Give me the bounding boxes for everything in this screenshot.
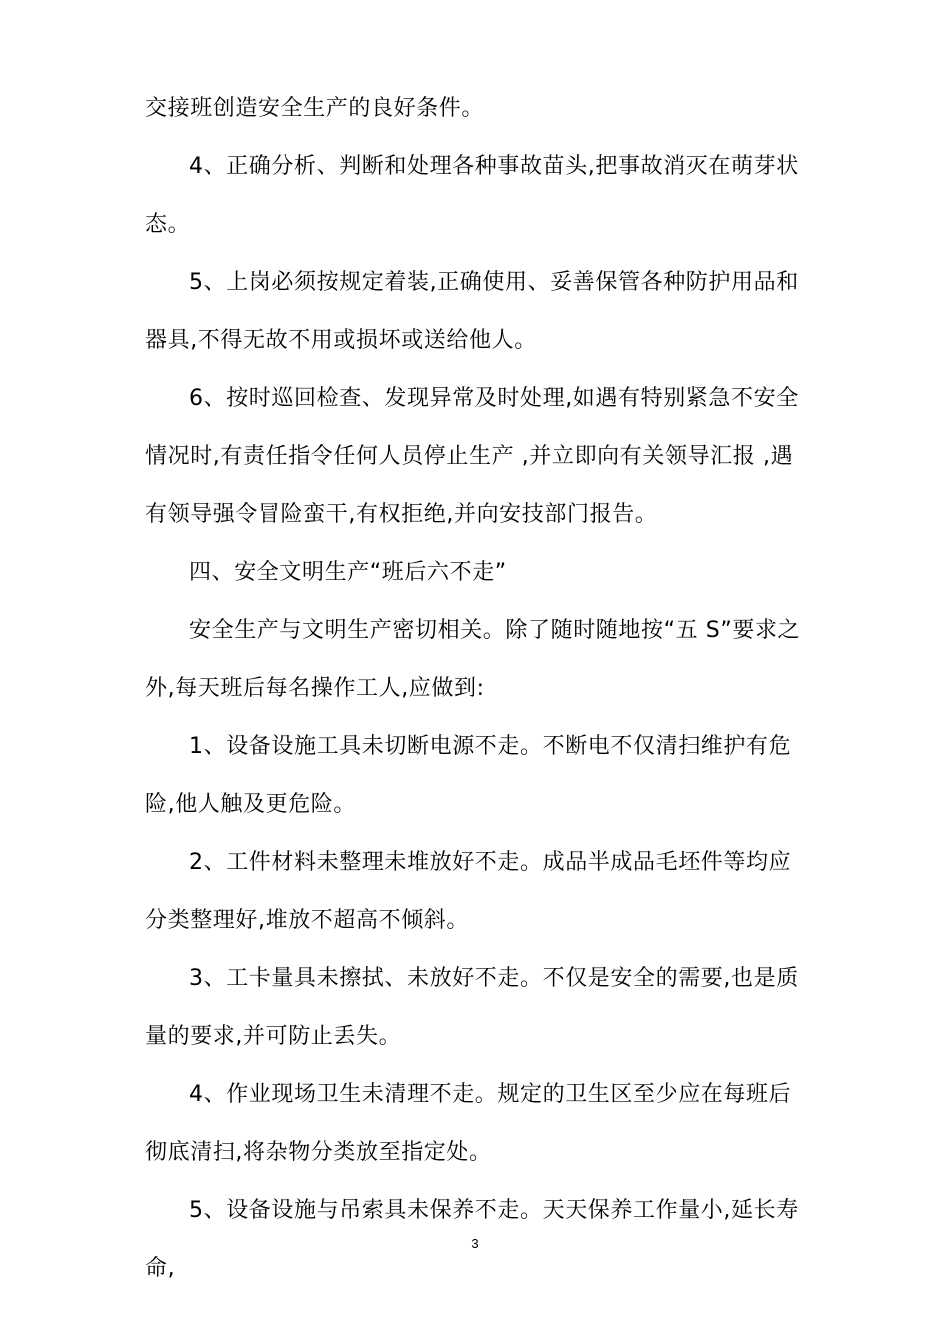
paragraph-1: 交接班创造安全生产的良好条件。	[145, 96, 485, 121]
document-body	[145, 80, 810, 1298]
paragraph-11: 5、设备设施与吊索具未保养不走。天天保养工作量小,延长寿命,	[145, 1198, 799, 1281]
page-number: 3	[471, 1236, 479, 1251]
paragraph-9: 3、工卡量具未擦拭、未放好不走。不仅是安全的需要,也是质量的要求,并可防止丢失。	[145, 966, 799, 1049]
section-heading: 四、安全文明生产“班后六不走”	[189, 560, 507, 585]
paragraph-6: 安全生产与文明生产密切相关。除了随时随地按“五 S”要求之外,每天班后每名操作工人,应做到:	[145, 618, 801, 701]
paragraph-4: 6、按时巡回检查、发现异常及时处理,如遇有特别紧急不安全情况时,有责任指令任何人员停止生产 ,并立即向有关领导汇报 ,遇有领导强令冒险蛮干,有权拒绝,并向安技部门报告。	[145, 386, 799, 527]
paragraph-8: 2、工件材料未整理未堆放好不走。成品半成品毛坯件等均应分类整理好,堆放不超高不倾斜。	[145, 850, 792, 933]
paragraph-2: 4、正确分析、判断和处理各种事故苗头,把事故消灭在萌芽状态。	[145, 154, 799, 237]
paragraph-7: 1、设备设施工具未切断电源不走。不断电不仅清扫维护有危险,他人触及更危险。	[145, 734, 792, 817]
paragraph-3: 5、上岗必须按规定着装,正确使用、妥善保管各种防护用品和器具,不得无故不用或损坏或送给他人。	[145, 270, 799, 353]
paragraph-10: 4、作业现场卫生未清理不走。规定的卫生区至少应在每班后彻底清扫,将杂物分类放至指定处。	[145, 1082, 792, 1165]
